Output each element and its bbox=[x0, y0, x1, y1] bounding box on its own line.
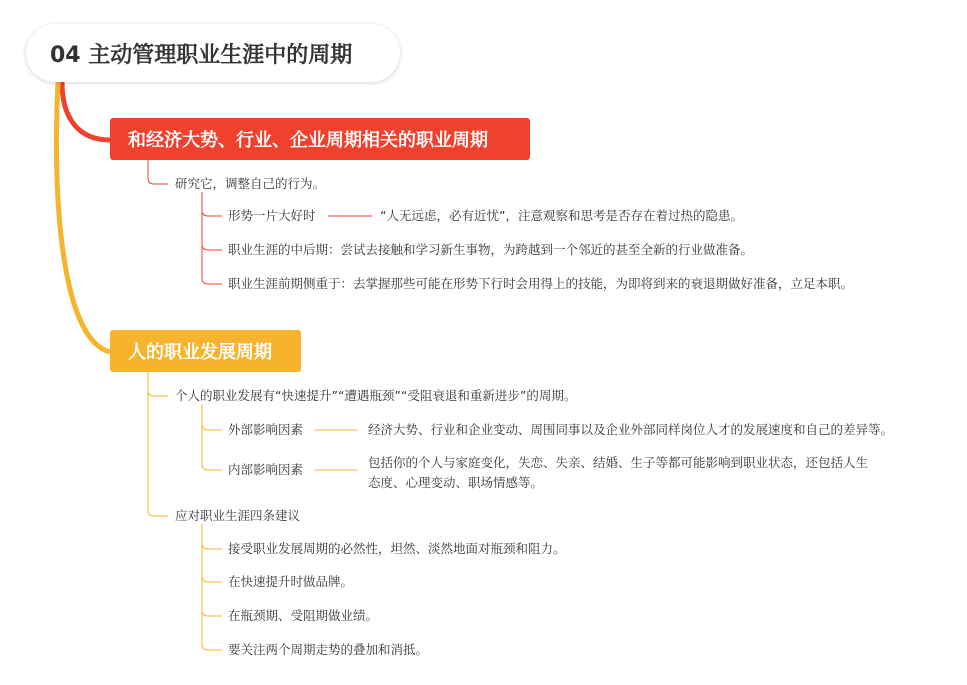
topic-personal-development[interactable]: 个人的职业发展有“快速提升”“遭遇瓶颈”“受阻衰退和重新进步”的周期。 bbox=[175, 388, 577, 403]
root-branch1-connector bbox=[62, 82, 110, 140]
suggestion-item[interactable]: 在瓶颈期、受阻期做业绩。 bbox=[228, 608, 379, 623]
root-branch2-connector bbox=[56, 82, 110, 352]
topic-mid-late-career[interactable]: 职业生涯的中后期：尝试去接触和学习新生事物，为跨越到一个邻近的甚至全新的行业做准备。 bbox=[228, 242, 754, 257]
topic-external-factors[interactable]: 外部影响因素 bbox=[228, 422, 304, 437]
suggestion-item[interactable]: 接受职业发展周期的必然性，坦然、淡然地面对瓶颈和阻力。 bbox=[228, 541, 566, 556]
note-external-factors[interactable]: 经济大势、行业和企业变动、周围同事以及企业外部同样岗位人才的发展速度和自己的差异等。 bbox=[368, 422, 894, 437]
topic-internal-factors[interactable]: 内部影响因素 bbox=[228, 462, 304, 477]
topic-early-career[interactable]: 职业生涯前期侧重于：去掌握那些可能在形势下行时会用得上的技能，为即将到来的衰退期做好准备，立足本职。 bbox=[228, 276, 854, 291]
topic-four-suggestions[interactable]: 应对职业生涯四条建议 bbox=[175, 508, 301, 523]
note-internal-factors[interactable]: 包括你的个人与家庭变化，失恋、失亲、结婚、生子等都可能影响到职业状态，还包括人生态度、心理变动、职场情感等。 bbox=[368, 455, 869, 490]
note-good-times[interactable]: “人无远虑，必有近忧”，注意观察和思考是否存在着过热的隐患。 bbox=[380, 208, 743, 223]
branch-topic-economic-cycle[interactable]: 和经济大势、行业、企业周期相关的职业周期 bbox=[110, 118, 530, 160]
suggestion-item[interactable]: 要关注两个周期走势的叠加和消抵。 bbox=[228, 642, 429, 657]
topic-research[interactable]: 研究它，调整自己的行为。 bbox=[175, 176, 326, 191]
topic-good-times[interactable]: 形势一片大好时 bbox=[228, 208, 316, 223]
branch-topic-personal-cycle[interactable]: 人的职业发展周期 bbox=[110, 330, 301, 372]
suggestion-item[interactable]: 在快速提升时做品牌。 bbox=[228, 574, 354, 589]
root-topic[interactable]: 04 主动管理职业生涯中的周期 bbox=[26, 24, 400, 82]
